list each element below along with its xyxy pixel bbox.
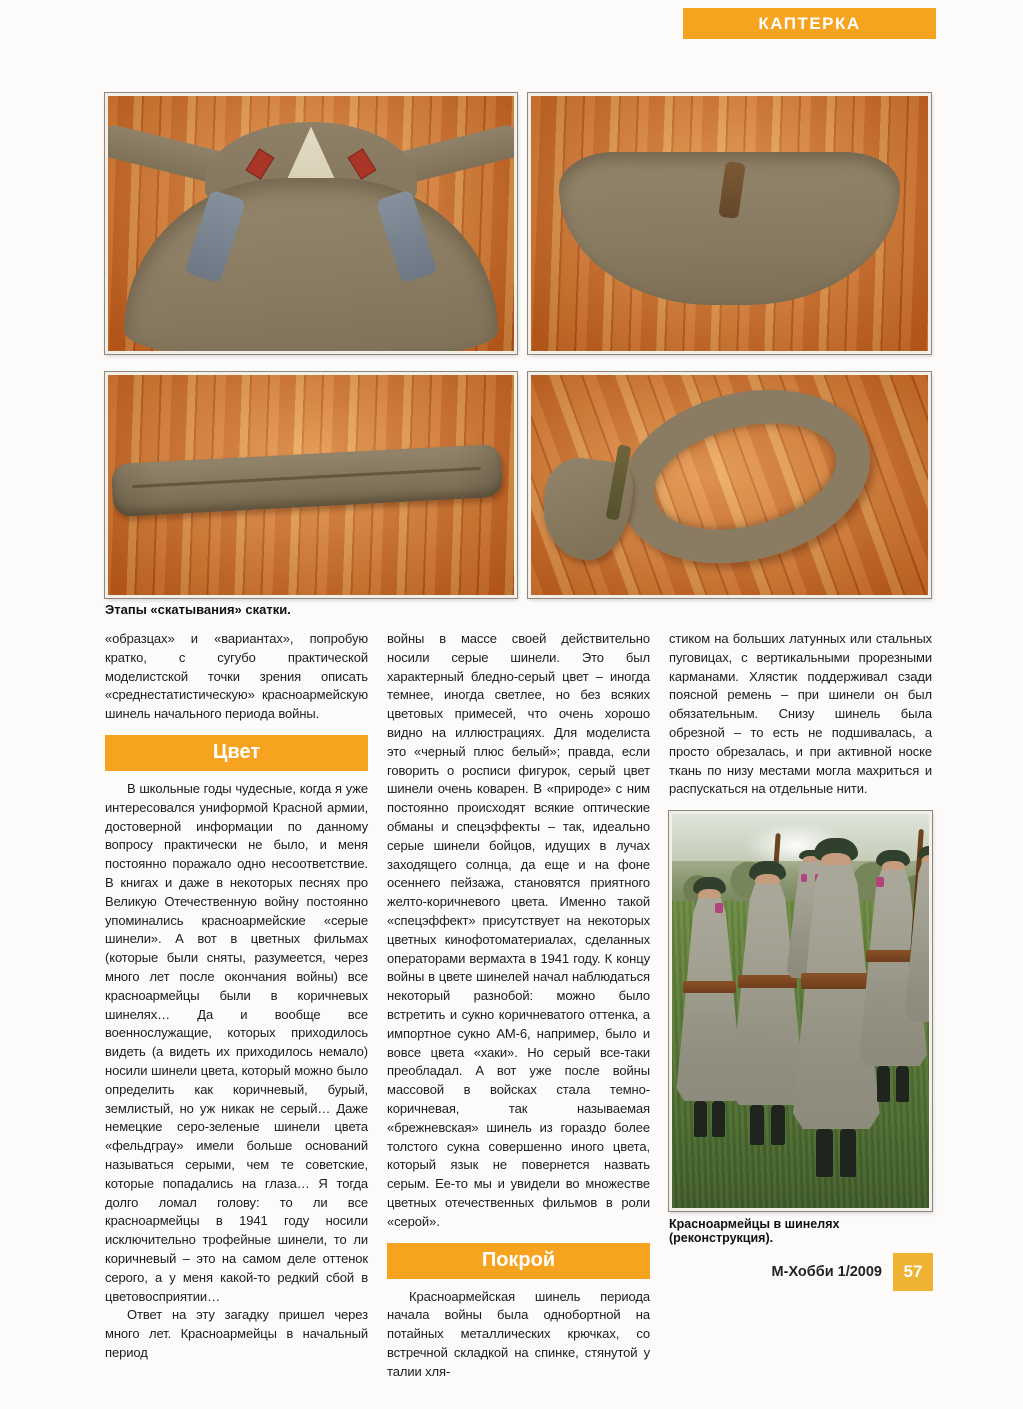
paragraph: Ответ на эту загадку пришел через много лет. Красноармейцы в начальный период bbox=[105, 1307, 368, 1360]
boot bbox=[896, 1066, 909, 1101]
paragraph: стиком на больших латунных или стальных пуговицах, с вертикальными прорезными карманами. Хлястик поддерживал сзади поясной ремень – при шинели он был обязательным. Снизу шинель была обрезной – то есть не подшивалась, а просто обрезалась, и при активной носке ткань по низу местами могла махриться и распускаться на отдельные нити. bbox=[669, 631, 932, 797]
paragraph: «образцах» и «вариантах», попробую кратко, с сугубо практической моделистской точки зрения описать «среднестатистическую» красноармейскую шинель начального периода войны. bbox=[105, 631, 368, 722]
issue-label: М-Хобби 1/2009 bbox=[771, 1264, 882, 1280]
greatcoat bbox=[903, 862, 932, 1022]
collar-tab bbox=[715, 903, 723, 913]
photo-coat-rolled-strip bbox=[105, 372, 517, 598]
boot bbox=[816, 1129, 833, 1176]
paragraph: В школьные годы чудесные, когда я уже интересовался униформой Красной армии, достоверной информации по данному вопросу практически не было, и меня постоянно поражало одно несоответствие. В книгах и даже в некоторых песнях про Великую Отечественную войну постоянно упоминались красноармейские «серые шинели». А вот в цветных фильмах (которые были сняты, разумеется, через много лет после окончания войны) все красноармейцы были в коричневых шинелях… Да и вообще все военнослужащие, которых приходилось видеть (а видеть их приходилось немало) носили шинели цвета, который можно было определить как коричневый, бурый, землистый, но уж никак не серый… Даже немецкие серо-зеленые шинели цвета «фельдграу» имели больше оснований называться серыми, чем те советские, которые попадались на глаза… Я тогда долго ломал голову: то ли все красноармейцы в 1941 году носили исключительно трофейные шинели, то ли коричневый – это на самом деле оттенок серого, а у меня какой-то редкий сбой в цветовосприятии… bbox=[105, 780, 368, 1304]
section-header-cut: Покрой bbox=[387, 1243, 650, 1279]
section-banner-label: КАПТЕРКА bbox=[758, 13, 861, 33]
boot bbox=[712, 1101, 725, 1137]
photo-reenactors bbox=[669, 811, 932, 1211]
section-banner bbox=[683, 8, 936, 39]
photo-coat-roll-ring bbox=[528, 372, 931, 598]
photos-caption: Этапы «скатывания» скатки. bbox=[105, 602, 291, 617]
photo-coat-spread bbox=[105, 93, 517, 354]
reenactor-figure bbox=[903, 846, 932, 1051]
boot bbox=[840, 1129, 857, 1176]
reenactors-caption: Красноармейцы в шинелях (реконструкция). bbox=[669, 1217, 840, 1246]
boot bbox=[877, 1066, 890, 1101]
paragraph: Красноармейская шинель периода начала войны была однобортной на потайных металлических крючках, со встречной складкой на спинке, стянутой у талии хля- bbox=[387, 1288, 650, 1379]
article-column-1 bbox=[105, 630, 368, 1381]
collar-tab bbox=[876, 877, 884, 887]
page-number-badge: 57 bbox=[893, 1253, 933, 1291]
boot bbox=[694, 1101, 707, 1137]
photo-coat-folded bbox=[528, 93, 931, 354]
paragraph: войны в массе своей действительно носили серые шинели. Это был характерный бледно-серый цвет – иногда темнее, иногда светлее, но без всяких цветовых примесей, что очень хорошо видно на иллюстрациях. Для моделиста это «черный плюс белый»; правда, если говорить о росписи фигурок, серый цвет шинели очень коварен. В «природе» с ним постоянно происходят всякие оптические обманы и спецэффекты – так, идеально серые шинели бойцов, идущих в лучах заходящего солнца, да еще и на фоне осеннего пейзажа, становятся приятного желто-коричневого цвета. Именно такой «спецэффект» присутствует на некоторых цветных кинофотоматериалах, сделанных операторами вермахта в 1941 году. К концу войны в цвете шинелей начал наблюдаться некоторый разнобой: можно было встретить и сукно коричневатого оттенка, а импортное сукно АМ-6, например, было и вовсе цвета «хаки». Но серый все-таки преобладал. А вот уже после войны массовой в войсках стала темно-коричневая, так называемая «брежневская» шинель из гораздо более толстого сукна совершенно иного цвета, который язык не повернется назвать серым. Ее-то мы и увидели во множестве цветных отечественных фильмов в роли «серой». bbox=[387, 631, 650, 1229]
section-header-color: Цвет bbox=[105, 735, 368, 771]
boot bbox=[771, 1105, 785, 1145]
page-footer bbox=[600, 1252, 933, 1292]
boot bbox=[750, 1105, 764, 1145]
